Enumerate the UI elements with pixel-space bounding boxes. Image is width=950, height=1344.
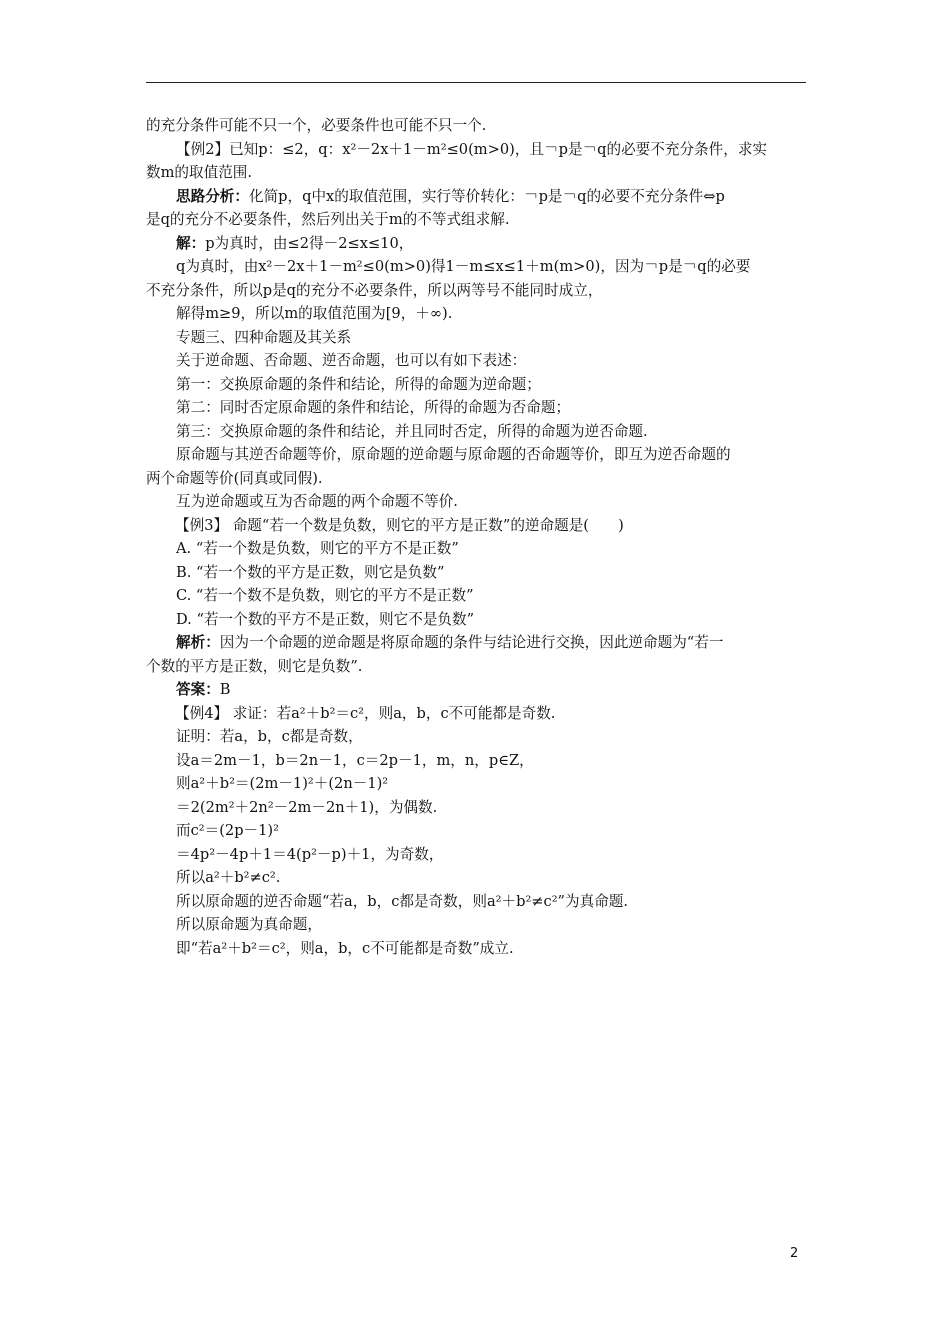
text-line bbox=[146, 937, 810, 961]
line-text: 第一：交换原命题的条件和结论，所得的命题为逆命题； bbox=[176, 375, 541, 393]
text-line bbox=[146, 373, 810, 397]
line-text: 即“若a²＋b²＝c²，则a，b，c不可能都是奇数”成立. bbox=[176, 939, 514, 957]
text-line bbox=[146, 255, 810, 279]
text-line bbox=[146, 631, 810, 655]
header-rule bbox=[146, 82, 806, 83]
line-text: 化简p，q中x的取值范围，实行等价转化：￢p是￢q的必要不充分条件⇔p bbox=[248, 187, 725, 205]
text-line bbox=[146, 655, 810, 679]
text-line bbox=[146, 232, 810, 256]
text-line bbox=[146, 114, 810, 138]
line-text: 个数的平方是正数，则它是负数”. bbox=[146, 657, 363, 675]
line-text: 设a＝2m－1，b＝2n－1，c＝2p－1，m，n，p∈Z， bbox=[176, 751, 534, 769]
text-line bbox=[146, 420, 810, 444]
line-text: 而c²＝(2p－1)² bbox=[176, 822, 279, 839]
text-line bbox=[146, 866, 810, 890]
text-line bbox=[146, 913, 810, 937]
text-line bbox=[146, 161, 810, 185]
line-text: 第二：同时否定原命题的条件和结论，所得的命题为否命题； bbox=[176, 399, 571, 416]
line-text: 证明：若a，b，c都是奇数， bbox=[176, 728, 363, 745]
line-text: ＝2(2m²＋2n²－2m－2n＋1)，为偶数. bbox=[176, 798, 438, 816]
line-text: 数m的取值范围. bbox=[146, 164, 253, 181]
text-line bbox=[146, 749, 810, 773]
text-line bbox=[146, 819, 810, 843]
text-line bbox=[146, 302, 810, 326]
text-line bbox=[146, 467, 810, 491]
line-text: 是q的充分不必要条件，然后列出关于m的不等式组求解. bbox=[146, 211, 510, 228]
line-text: 不充分条件，所以p是q的充分不必要条件，所以两等号不能同时成立， bbox=[146, 281, 603, 299]
text-line bbox=[146, 326, 810, 350]
text-line bbox=[146, 584, 810, 608]
bold-label: 答案： bbox=[176, 681, 220, 698]
line-text: 【例3】 命题“若一个数是负数，则它的平方是正数”的逆命题是( ) bbox=[175, 516, 624, 534]
text-line bbox=[146, 843, 810, 867]
line-text: q为真时，由x²－2x＋1－m²≤0(m>0)得1－m≤x≤1＋m(m>0)，因为￢p是￢q的必要 bbox=[176, 258, 751, 275]
line-text: 所以a²＋b²≠c². bbox=[176, 869, 281, 886]
line-text: 所以原命题为真命题， bbox=[176, 916, 322, 933]
text-line bbox=[146, 138, 810, 162]
line-text: 的充分条件可能不只一个，必要条件也可能不只一个. bbox=[146, 117, 487, 134]
line-text: 则a²＋b²＝(2m－1)²＋(2n－1)² bbox=[176, 775, 389, 792]
line-text: B bbox=[219, 681, 231, 698]
line-text: 两个命题等价(同真或同假). bbox=[146, 469, 323, 487]
line-text: 因为一个命题的逆命题是将原命题的条件与结论进行交换，因此逆命题为“若一 bbox=[219, 634, 724, 651]
text-line bbox=[146, 772, 810, 796]
bold-label: 思路分析： bbox=[176, 187, 249, 205]
text-line bbox=[146, 678, 810, 702]
line-text: B. “若一个数的平方是正数，则它是负数” bbox=[176, 563, 445, 581]
line-text: 所以原命题的逆否命题“若a，b，c都是奇数，则a²＋b²≠c²”为真命题. bbox=[176, 892, 629, 910]
text-line bbox=[146, 796, 810, 820]
line-text: 第三：交换原命题的条件和结论，并且同时否定，所得的命题为逆否命题. bbox=[176, 422, 648, 440]
text-line bbox=[146, 514, 810, 538]
line-text: C. “若一个数不是负数，则它的平方不是正数” bbox=[176, 587, 474, 604]
text-line bbox=[146, 490, 810, 514]
text-line bbox=[146, 349, 810, 373]
line-text: 互为逆命题或互为否命题的两个命题不等价. bbox=[176, 493, 458, 510]
line-text: p为真时，由≤2得－2≤x≤10， bbox=[205, 234, 414, 252]
text-line bbox=[146, 208, 810, 232]
line-text: 解得m≥9，所以m的取值范围为[9，＋∞). bbox=[176, 305, 453, 322]
document-body bbox=[146, 114, 810, 960]
line-text: 关于逆命题、否命题、逆否命题，也可以有如下表述： bbox=[176, 352, 527, 369]
line-text: 原命题与其逆否命题等价，原命题的逆命题与原命题的否命题等价，即互为逆否命题的 bbox=[176, 446, 731, 463]
text-line bbox=[146, 561, 810, 585]
line-text: 【例2】已知p：≤2，q：x²－2x＋1－m²≤0(m>0)，且￢p是￢q的必要不充分条件，求实 bbox=[176, 140, 768, 158]
text-line bbox=[146, 702, 810, 726]
page-number: 2 bbox=[790, 1246, 799, 1261]
text-line bbox=[146, 396, 810, 420]
line-text: D. “若一个数的平方不是正数，则它不是负数” bbox=[176, 610, 475, 628]
text-line bbox=[146, 890, 810, 914]
text-line bbox=[146, 443, 810, 467]
line-text: A. “若一个数是负数，则它的平方不是正数” bbox=[176, 540, 459, 557]
line-text: 【例4】 求证：若a²＋b²＝c²，则a，b，c不可能都是奇数. bbox=[175, 704, 556, 722]
line-text: ＝4p²－4p＋1＝4(p²－p)＋1，为奇数， bbox=[176, 845, 444, 863]
bold-label: 解： bbox=[176, 234, 206, 252]
text-line bbox=[146, 279, 810, 303]
text-line bbox=[146, 537, 810, 561]
line-text: 专题三、四种命题及其关系 bbox=[176, 328, 352, 346]
text-line bbox=[146, 725, 810, 749]
text-line bbox=[146, 185, 810, 209]
bold-label: 解析： bbox=[176, 634, 220, 651]
text-line bbox=[146, 608, 810, 632]
